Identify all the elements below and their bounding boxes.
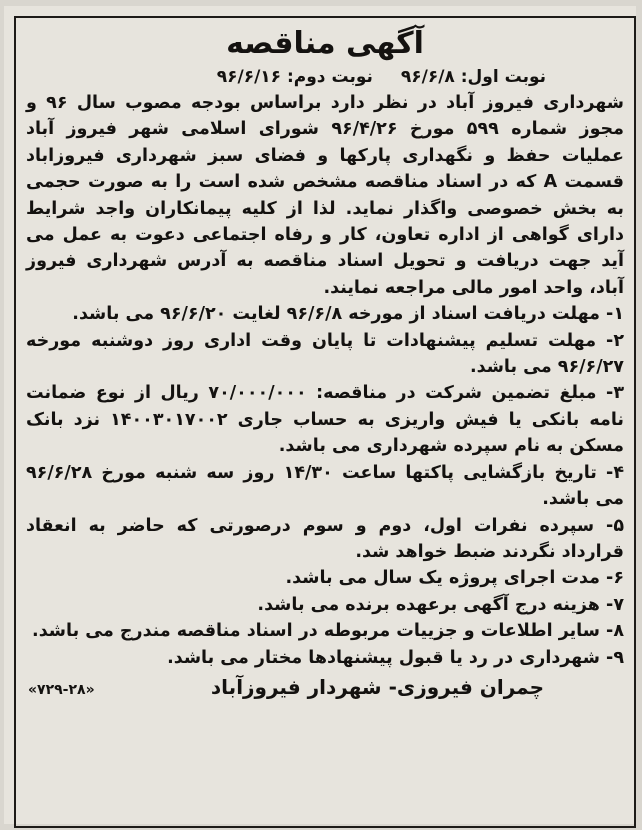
notice-intro: شهرداری فیروز آباد در نظر دارد براساس بودجه مصوب سال ۹۶ و مجوز شماره ۵۹۹ مورخ ۹۶/۴/۲۶ شورای اسلامی شهر فیروز آباد عملیات حفظ و نگهداری پارکها و فضای سبز شهرداری فیروزاباد قسمت A که در اسناد مناقصه مشخص شده است را به صورت حجمی به بخش خصوصی واگذار نماید. لذا از کلیه پیمانکاران واجد شرایط دارای گواهی از اداره تعاون، کار و رفاه اجتماعی دعوت به عمل می آید جهت دریافت و تحویل اسناد مناقصه به آدرس شهرداری فیروز آباد، واحد امور مالی مراجعه نمایند.	[26, 93, 624, 298]
condition-item: ۱- مهلت دریافت اسناد از مورخه ۹۶/۶/۸ لغایت ۹۶/۶/۲۰ می باشد.	[72, 304, 624, 325]
conditions-list	[26, 301, 624, 671]
newspaper-clipping	[4, 6, 636, 824]
notice-title: آگهی مناقصه	[226, 26, 424, 61]
condition-item: ۹- شهرداری در رد یا قبول پیشنهادها مختار می باشد.	[167, 647, 624, 668]
first-publication-date: نوبت اول: ۹۶/۶/۸	[400, 67, 546, 87]
condition-item: ۸- سایر اطلاعات و جزییات مربوطه در اسناد مناقصه مندرج می باشد.	[32, 621, 624, 642]
notice-box	[14, 16, 636, 828]
signature: چمران فیروزی- شهردار فیروزآباد	[210, 674, 544, 699]
condition-item: ۶- مدت اجرای پروژه یک سال می باشد.	[285, 568, 624, 589]
condition-item: ۵- سپرده نفرات اول، دوم و سوم درصورتی که حاضر به انعقاد قرارداد نگردند ضبط خواهد شد.	[26, 515, 624, 562]
publication-dates	[26, 64, 624, 90]
second-publication-date: نوبت دوم: ۹۶/۶/۱۶	[216, 67, 373, 87]
condition-item: ۲- مهلت تسلیم پیشنهادات تا پایان وقت اداری روز دوشنبه مورخه ۹۶/۶/۲۷ می باشد.	[26, 330, 624, 378]
condition-item: ۴- تاریخ بازگشایی پاکتها ساعت ۱۴/۳۰ روز سه شنبه مورخ ۹۶/۶/۲۸ می باشد.	[26, 462, 624, 510]
condition-item: ۳- مبلغ تضمین شرکت در مناقصه: ۷۰/۰۰۰/۰۰۰ ریال از نوع ضمانت نامه بانکی یا فیش واریزی به حساب جاری ۱۴۰۰۳۰۱۷۰۰۲ نزد بانک مسکن به نام سپرده شهرداری می باشد.	[26, 383, 624, 457]
signature-row	[26, 673, 624, 701]
condition-item: ۷- هزینه درج آگهی برعهده برنده می باشد.	[257, 594, 624, 615]
notice-code: «۷۲۹-۲۸»	[28, 681, 95, 698]
